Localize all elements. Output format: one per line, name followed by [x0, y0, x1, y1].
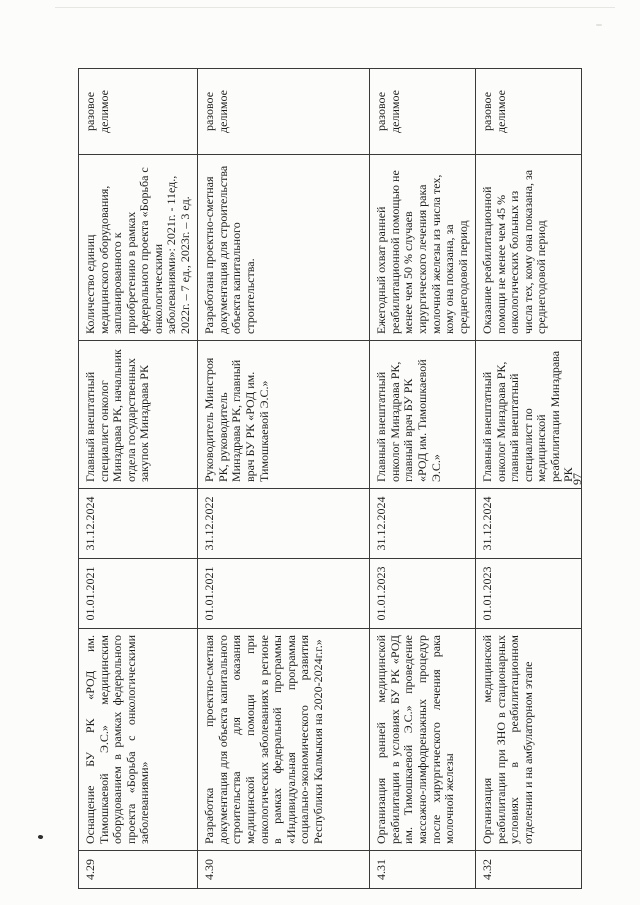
rotated-table-sheet	[78, 69, 588, 889]
start-date-cell: 01.01.2021	[198, 559, 370, 629]
row-number-cell: 4.30	[198, 851, 370, 889]
end-date-cell: 31.12.2024	[370, 489, 476, 559]
responsible-cell: Главный внештатный онколог Минздрава РК, главный врач БУ РК «РОД им. Тимошкаевой Э.С.»	[370, 341, 476, 489]
table-row	[476, 69, 582, 889]
responsible-cell: Главный внештатный онколог Минздрава РК, главный внештатный специалист по медицинской реабилитации Минздрава РК	[476, 341, 582, 489]
responsible-cell: Руководитель Минстроя РК, руководитель Минздрава РК, главный врач БУ РК «РОД им. Тимошкаевой Э.С.»	[198, 341, 370, 489]
expected-result-cell: Ежегодный охват ранней реабилитационной помощью не менее чем 50 % случаев хирургического лечения рака молочной железы из числа тех, кому она показана, за среднегодовой период	[370, 155, 476, 341]
task-name-cell: Организация медицинской реабилитации при ЗНО в стационарных условиях в реабилитационном отделении и на амбулаторном этапе	[476, 629, 582, 851]
end-date-cell: 31.12.2022	[198, 489, 370, 559]
end-date-cell: 31.12.2024	[476, 489, 582, 559]
task-name-cell: Оснащение БУ РК «РОД им. Тимошкаевой Э.С.» медицинским оборудованием в рамках федерального проекта «Борьба с онкологическими заболеваниями»	[79, 629, 198, 851]
page-number: 97	[570, 473, 584, 485]
program-activities-table	[78, 68, 582, 889]
start-date-cell: 01.01.2021	[79, 559, 198, 629]
table-row	[79, 69, 198, 889]
scan-artifact-line	[55, 7, 615, 8]
task-name-cell: Организация ранней медицинской реабилитации в условиях БУ РК «РОД им. Тимошкаевой Э.С.» проведение массажно-лимфодренажных процедур после хирургического лечения рака молочной железы	[370, 629, 476, 851]
scan-artifact-smudge	[596, 24, 602, 26]
table-row	[370, 69, 476, 889]
start-date-cell: 01.01.2023	[476, 559, 582, 629]
expected-result-cell: Разработана проектно-сметная документация для строительства объекта капитального строительства.	[198, 155, 370, 341]
table-row	[198, 69, 370, 889]
task-type-cell: разовое делимое	[79, 69, 198, 155]
row-number-cell: 4.32	[476, 851, 582, 889]
task-name-cell: Разработка проектно-сметная документация для объекта капитального строительства для оказания медицинской помощи при онкологических заболеваниях в регионе в рамках федеральной программы «Индивидуальная программа социально-экономического развития Республики Калмыкия на 2020-2024г.г.»	[198, 629, 370, 851]
task-type-cell: разовое делимое	[476, 69, 582, 155]
scan-artifact-speck	[38, 834, 44, 839]
expected-result-cell: Оказание реабилитационной помощи не менее чем 45 % онкологических больных из числа тех, кому она показана, за среднегодовой период	[476, 155, 582, 341]
responsible-cell: Главный внештатный специалист онколог Минздрава РК, начальник отдела государственных закупок Минздрава РК	[79, 341, 198, 489]
expected-result-cell: Количество единиц медицинского оборудования, запланированного к приобретению в рамках федерального проекта «Борьба с онкологическими заболеваниями»: 2021г. - 11ед., 2022г. – 7 ед., 2023г. – 3 ед.	[79, 155, 198, 341]
row-number-cell: 4.31	[370, 851, 476, 889]
end-date-cell: 31.12.2024	[79, 489, 198, 559]
task-type-cell: разовое делимое	[198, 69, 370, 155]
row-number-cell: 4.29	[79, 851, 198, 889]
task-type-cell: разовое делимое	[370, 69, 476, 155]
start-date-cell: 01.01.2023	[370, 559, 476, 629]
